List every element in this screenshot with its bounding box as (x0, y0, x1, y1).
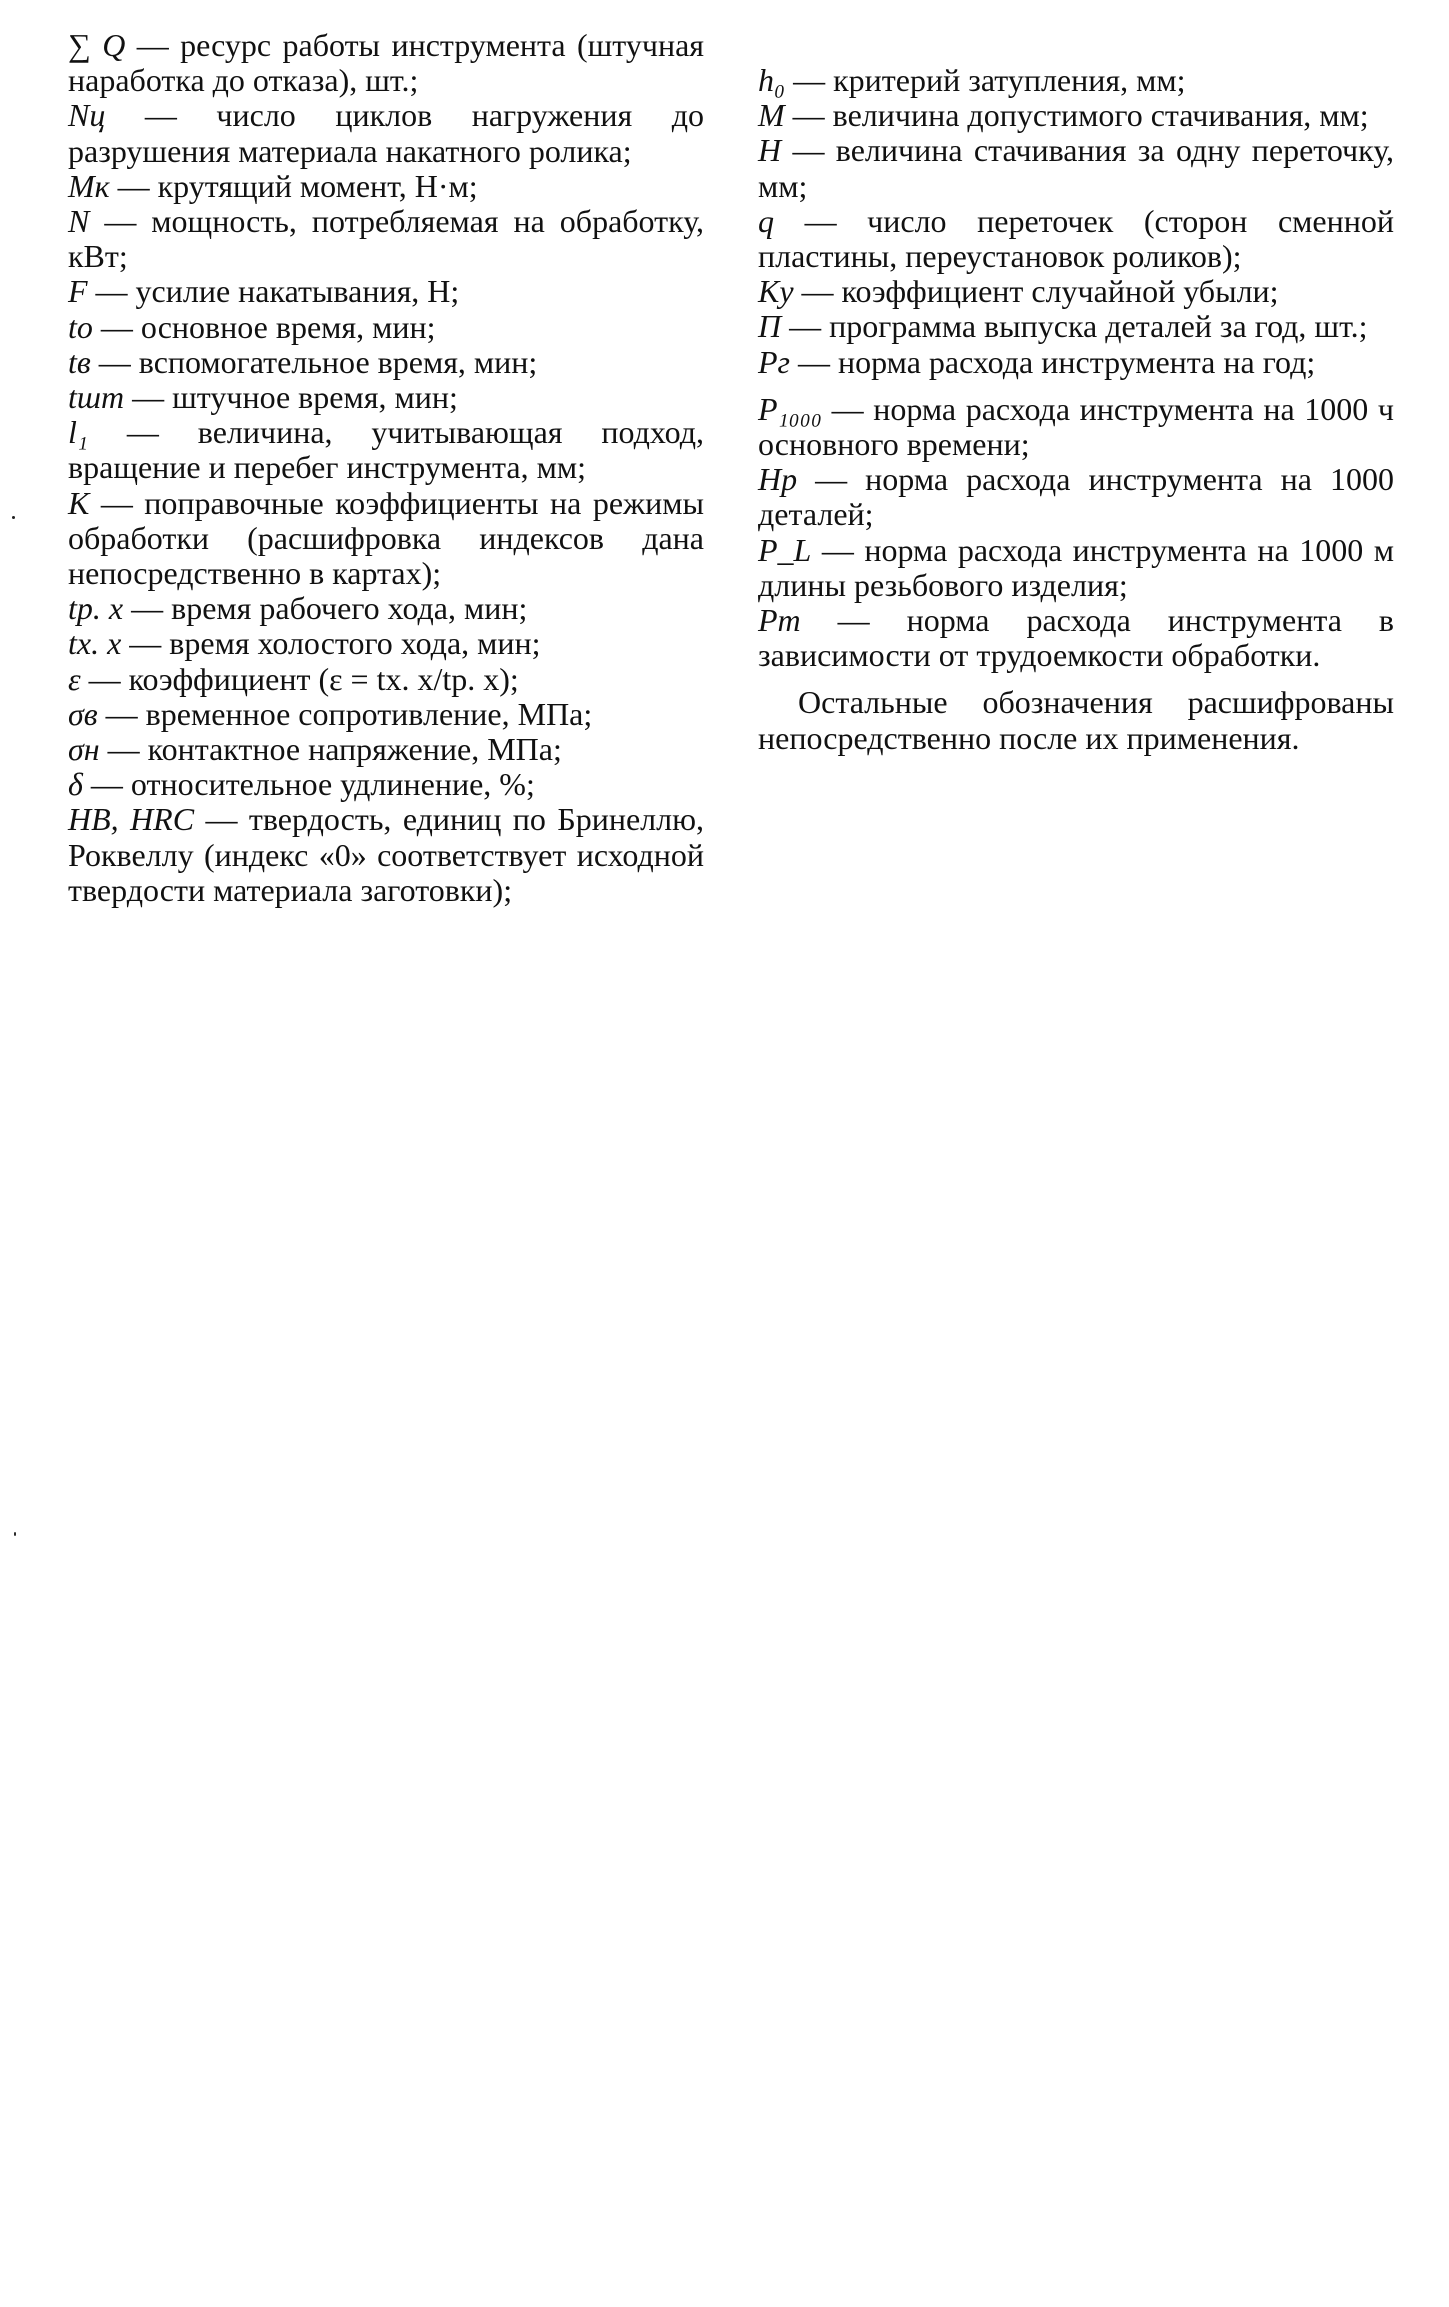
definition-entry (758, 309, 1394, 344)
definition-text: — время рабочего хода, мин; (123, 590, 528, 627)
definition-text: — мощность, потребляемая на обработку, кВт; (68, 203, 704, 275)
definition-text: — вспомогательное время, мин; (90, 343, 538, 380)
definition-entry (758, 98, 1394, 133)
definition-text: — величина, учитывающая подход, вращение и перебег инструмента, мм; (68, 414, 704, 486)
definition-entry (68, 662, 704, 697)
symbol-hardness: HB, HRC (68, 801, 195, 838)
symbol-piece-time: tшт (68, 379, 125, 416)
symbol-p-labor: Pт (758, 602, 801, 639)
definition-text: — усилие накатывания, Н; (87, 273, 460, 310)
scan-speck (14, 1532, 16, 1536)
symbol-p-length: P_L (758, 531, 812, 568)
definition-entry (68, 697, 704, 732)
definition-entry (68, 169, 704, 204)
symbol-work-stroke-time: tр. х (68, 590, 124, 627)
closing-paragraph: Остальные обозначения расшифрованы непосредственно после их применения. (758, 684, 1394, 756)
definition-entry (68, 591, 704, 626)
definition-text: — время холостого хода, мин; (121, 625, 541, 662)
symbol-torque: Mк (68, 167, 110, 204)
definition-text: — норма расхода инструмента на год; (790, 343, 1316, 380)
definition-text: — величина стачивания за одну переточку, мм; (758, 132, 1394, 204)
symbol-h-grind: H (758, 132, 782, 169)
symbol-idle-stroke-time: tх. х (68, 625, 122, 662)
definition-entry (68, 486, 704, 592)
symbol-power: N (68, 203, 90, 240)
definition-entry (68, 626, 704, 661)
definition-text: — контактное напряжение, МПа; (99, 731, 562, 768)
symbol-h0: h₀ (758, 62, 786, 98)
definition-entry (68, 732, 704, 767)
symbol-sigma-v: σв (68, 695, 98, 732)
definition-text: — число переточек (сторон сменной пластины, переустановок роликов); (758, 202, 1394, 275)
definition-entry (68, 415, 704, 485)
symbol-n-cycles: Nц (68, 97, 106, 134)
definition-entry (758, 533, 1394, 603)
definition-text: — крутящий момент, Н·м; (109, 167, 478, 204)
scan-speck (12, 516, 15, 519)
symbol-program: П (758, 308, 782, 345)
definition-entry (68, 28, 704, 98)
symbol-l1: l₁ (68, 414, 89, 451)
definition-entry (68, 345, 704, 380)
right-column (758, 63, 1394, 756)
symbol-k: K (68, 484, 90, 521)
definition-entry (758, 204, 1394, 274)
definition-entry (68, 204, 704, 274)
symbol-main-time: tо (68, 308, 93, 345)
symbol-epsilon: ε (68, 660, 81, 697)
symbol-p-year: Pг (758, 343, 791, 380)
definition-text: — норма расхода инструмента на 1000 деталей; (758, 461, 1394, 533)
definition-text: — норма расхода инструмента в зависимости от трудоемкости обработки. (758, 602, 1394, 674)
definition-entry (68, 98, 704, 168)
symbol-m-grind: M (758, 97, 785, 134)
definition-text: — поправочные коэффициенты на режимы обработки (расшифровка индексов дана непосредственно в картах); (68, 484, 704, 592)
symbol-k-loss: Kу (758, 273, 794, 310)
definition-text: — штучное время, мин; (124, 379, 458, 416)
definition-text: — критерий затупления, мм; (785, 62, 1186, 98)
definition-entry (758, 462, 1394, 532)
definition-entry (758, 345, 1394, 380)
definition-text: — ресурс работы инструмента (штучная наработка до отказа), шт.; (68, 27, 705, 99)
definition-text: — норма расхода инструмента на 1000 ч основного времени; (758, 390, 1394, 463)
symbol-p1000: P₁₀₀₀ (758, 390, 823, 427)
definition-entry (68, 767, 704, 802)
definition-text: — величина допустимого стачивания, мм; (784, 97, 1369, 134)
symbol-aux-time: tв (68, 343, 91, 380)
definition-text: — временное сопротивление, МПа; (97, 695, 593, 732)
definition-text: — норма расхода инструмента на 1000 м длины резьбового изделия; (758, 531, 1394, 603)
definition-text: — число циклов нагружения до разрушения материала накатного ролика; (68, 97, 704, 169)
definition-text: — коэффициент (ε = tх. х/tр. х); (80, 660, 519, 697)
definition-text: — коэффициент случайной убыли; (793, 273, 1279, 310)
definition-text: — относительное удлинение, %; (82, 766, 535, 803)
symbol-force: F (68, 273, 88, 310)
symbol-sigma-n: σн (68, 731, 100, 768)
symbol-h-parts: Hр (758, 461, 798, 498)
definition-entry (758, 603, 1394, 673)
symbol-delta: δ (68, 766, 83, 803)
definition-entry (68, 802, 704, 908)
left-column (68, 28, 704, 908)
symbol-sum-q: ∑ Q (68, 27, 126, 63)
definition-entry (758, 392, 1394, 462)
symbol-q: q (758, 202, 774, 239)
definition-entry (758, 133, 1394, 203)
definition-entry (758, 63, 1394, 98)
definition-text: — программа выпуска деталей за год, шт.; (781, 308, 1368, 345)
definition-entry (68, 274, 704, 309)
definition-text: — основное время, мин; (92, 308, 436, 345)
definition-text: — твердость, единиц по Бринеллю, Роквеллу (индекс «0» соответствует исходной твердости материала заготовки); (68, 801, 704, 908)
definition-entry (68, 310, 704, 345)
definition-entry (68, 380, 704, 415)
definition-entry (758, 274, 1394, 309)
